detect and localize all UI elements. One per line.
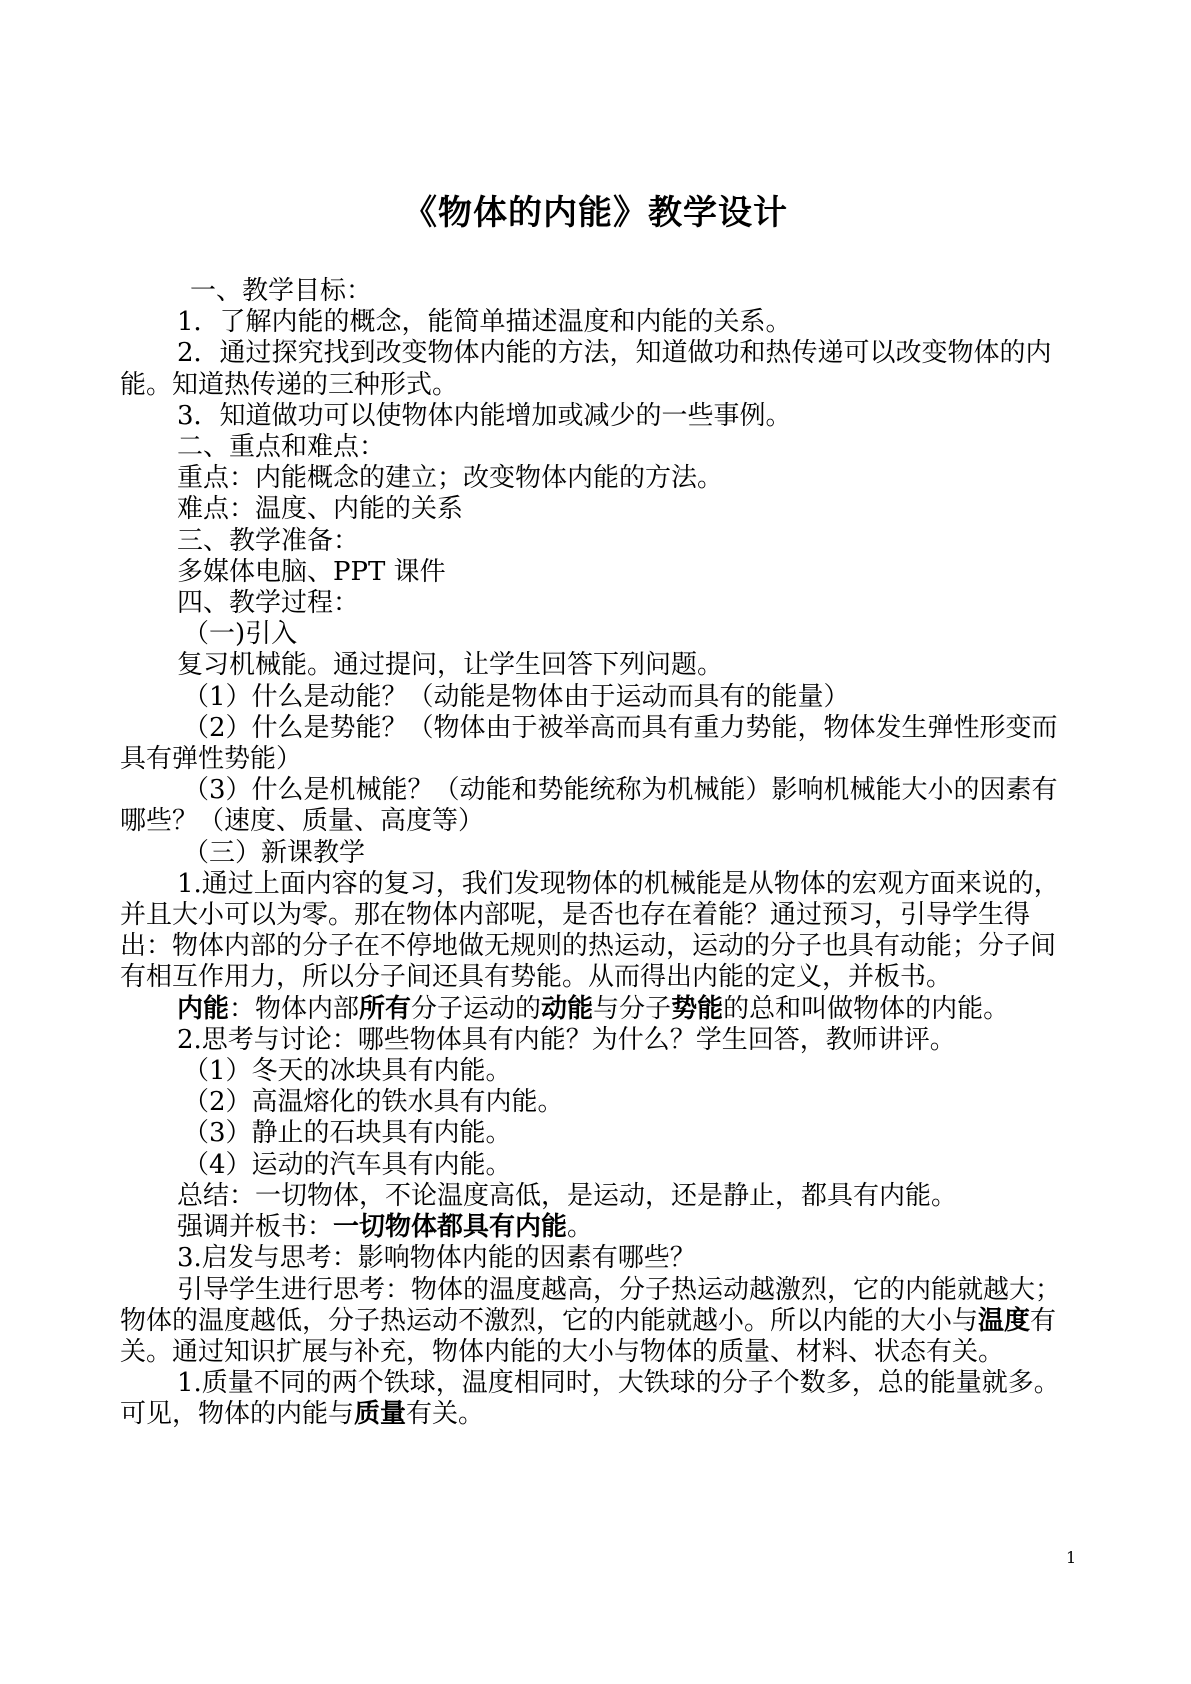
discussion-example-2: （2）高温熔化的铁水具有内能。 xyxy=(183,1087,564,1118)
definition-term: 内能 xyxy=(177,993,230,1024)
lesson-paragraph-1: 1.通过上面内容的复习，我们发现物体的机械能是从物体的宏观方面来说的，并且大小可以为零。那在物体内部呢，是否也存在着能？通过预习，引导学生得出：物体内部的分子在不停地做无规则的热运动，运动的分子也具有动能；分子间有相互作用力，所以分子间还具有势能。从而得出内能的定义，并板书。 xyxy=(120,868,1060,993)
inspiration-paragraph: 3.启发与思考：影响物体内能的因素有哪些？ xyxy=(177,1243,696,1274)
mass-emphasis: 质量 xyxy=(354,1399,407,1430)
definition-text: ：物体内部 xyxy=(229,993,360,1024)
page-number: 1 xyxy=(1066,1548,1077,1567)
subsection-introduction: （一)引入 xyxy=(183,619,298,650)
objective-3: 3．知道做功可以使物体内能增加或减少的一些事例。 xyxy=(177,400,792,431)
preparation-items: 多媒体电脑、PPT 课件 xyxy=(177,556,446,587)
objective-1: 1．了解内能的概念，能简单描述温度和内能的关系。 xyxy=(177,307,792,338)
review-question-3: （3）什么是机械能？（动能和势能统称为机械能）影响机械能大小的因素有哪些？（速度、质量、高度等） xyxy=(120,775,1058,837)
document-title: 《物体的内能》教学设计 xyxy=(403,193,788,233)
mass-text: 有关。 xyxy=(406,1399,485,1430)
mass-paragraph xyxy=(120,1368,1076,1430)
internal-energy-definition xyxy=(120,994,1076,1025)
discussion-example-1: （1）冬天的冰块具有内能。 xyxy=(183,1056,512,1087)
definition-text: 与分子 xyxy=(593,993,672,1024)
difficult-point: 难点：温度、内能的关系 xyxy=(177,494,464,525)
review-question-2: （2）什么是势能？（物体由于被举高而具有重力势能，物体发生弹性形变而具有弹性势能） xyxy=(120,712,1058,775)
section-heading-key-points: 二、重点和难点： xyxy=(177,432,386,463)
emphasis-end: 。 xyxy=(567,1212,594,1243)
definition-text: 分子运动的 xyxy=(411,993,542,1024)
definition-text: 的总和叫做物体的内能。 xyxy=(723,993,1010,1024)
emphasis-paragraph xyxy=(120,1212,1076,1243)
subsection-new-lesson: （三）新课教学 xyxy=(183,837,366,868)
section-heading-preparation: 三、教学准备： xyxy=(177,525,360,556)
guidance-text: 有关。通过知识扩展与补充，物体内能的大小与物体的质量、材料、状态有关。 xyxy=(120,1305,1057,1367)
discussion-example-3: （3）静止的石块具有内能。 xyxy=(183,1118,512,1149)
section-heading-process: 四、教学过程： xyxy=(177,588,360,619)
guidance-text: 引导学生进行思考：物体的温度越高，分子热运动越激烈，它的内能就越大；物体的温度越低，分子热运动不激烈，它的内能就越小。所以内能的大小与 xyxy=(120,1274,1062,1336)
mass-text: 1.质量不同的两个铁球，温度相同时，大铁球的分子个数多，总的能量就多。可见，物体的内能与 xyxy=(120,1368,1060,1430)
objective-2: 2．通过探究找到改变物体内能的方法，知道做功和热传递可以改变物体的内能。知道热传递的三种形式。 xyxy=(120,338,1052,400)
review-question-1: （1）什么是动能？（动能是物体由于运动而具有的能量） xyxy=(183,681,850,712)
summary-paragraph: 总结：一切物体，不论温度高低，是运动，还是静止，都具有内能。 xyxy=(177,1180,958,1211)
discussion-example-4: （4）运动的汽车具有内能。 xyxy=(183,1149,512,1180)
emphasis-label: 强调并板书： xyxy=(177,1212,334,1243)
emphasis-statement: 一切物体都具有内能 xyxy=(333,1212,568,1243)
definition-emphasis-potential: 势能 xyxy=(671,993,724,1024)
guidance-paragraph xyxy=(120,1275,1076,1369)
definition-emphasis-kinetic: 动能 xyxy=(541,993,594,1024)
definition-emphasis-all: 所有 xyxy=(359,993,412,1024)
key-point: 重点：内能概念的建立；改变物体内能的方法。 xyxy=(177,463,724,494)
guidance-emphasis-temperature: 温度 xyxy=(978,1305,1031,1336)
discussion-paragraph: 2.思考与讨论：哪些物体具有内能？为什么？学生回答，教师讲评。 xyxy=(177,1024,956,1055)
section-heading-objectives: 一、教学目标： xyxy=(190,276,373,306)
review-paragraph: 复习机械能。通过提问，让学生回答下列问题。 xyxy=(177,650,724,681)
document-body xyxy=(120,276,1076,1431)
